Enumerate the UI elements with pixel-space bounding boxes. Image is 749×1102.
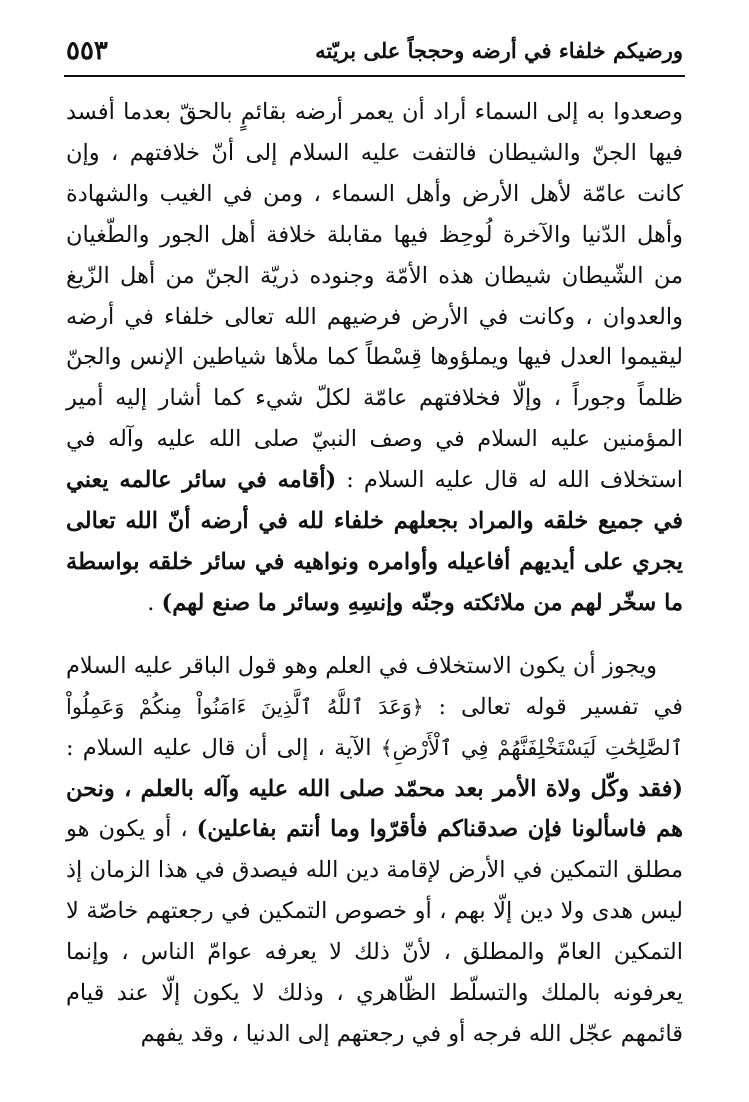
header-rule <box>64 75 685 77</box>
body-text <box>66 92 683 1055</box>
paragraph-1 <box>66 92 683 624</box>
page-header <box>66 24 683 68</box>
paragraph-1-end: . <box>147 589 155 616</box>
paragraph-2 <box>66 646 683 1055</box>
paragraph-2-intro: ويجوز أن يكون الاستخلاف في العلم وهو قول الباقر عليه السلام في تفسير قوله تعالى : <box>66 652 683 720</box>
running-title: ورضيكم خلفاء في أرضه وحججاً على بريّته <box>315 38 683 63</box>
verse-open-brace: ﴿ <box>411 694 424 719</box>
page-number: ٥٥٣ <box>66 36 108 66</box>
paragraph-1-quote: (أقامه في سائر عالمه يعني في جميع خلقه والمراد بجعلهم خلفاء لله في أرضه أنّ الله تعالى يجري على أيديهم أفاعيله وأوامره ونواهيه في سائر خلقه بواسطة ما سخّر لهم من ملائكته وجنّه وإنسِهِ وسائر ما صنع لهم) <box>66 467 683 616</box>
verse-close-brace: ﴾ <box>380 735 393 760</box>
paragraph-2-after-verse: الآية ، إلى أن قال عليه السلام : <box>66 734 372 761</box>
paragraph-2-quote: (فقد وكّل ولاة الأمر بعد محمّد صلى الله عليه وآله بالعلم ، ونحن هم فاسألونا فإن صدقناكم فأقرّوا وما أنتم بفاعلين) <box>66 775 683 843</box>
paragraph-1-text: وصعدوا به إلى السماء أراد أن يعمر أرضه بقائمٍ بالحقّ بعدما أفسد فيها الجنّ والشيطان فالتفت عليه السلام إلى أنّ خلافتهم ، وإن كانت عامّة لأهل الأرض وأهل السماء ، ومن في الغيب والشهادة وأهل الدّنيا والآخرة لُوحِظ فيها مقابلة خلافة أهل الجور والطّغيان من الشّيطان شيطان هذه الأمّة وجنوده ذريّة الجنّ من أهل الزّيغ والعدوان ، وكانت في الأرض فرضيهم الله تعالى خلفاء في أرضه ليقيموا العدل فيها ويملؤوها قِسْطاً كما ملأها شياطين الإنس والجنّ ظلماً وجوراً ، وإلّا فخلافتهم عامّة لكلّ شيء كما أشار إليه أمير المؤمنين عليه السلام في وصف النبيّ صلى الله عليه وآله في استخلاف الله له قال عليه السلام : <box>66 99 684 494</box>
quran-verse: وَعَدَ ٱللَّهُ ٱلَّذِينَ ءَامَنُواْ مِنكُمْ وَعَمِلُواْ ٱلصَّٰلِحَٰتِ لَيَسْتَخْلِفَنَّهُمْ فِي ٱلْأَرْضِ <box>66 694 684 760</box>
paragraph-2-rest: ، أو يكون هو مطلق التمكين في الأرض لإقامة دين الله فيصدق في هذا الزمان إذ ليس هدى ولا دين إلّا بهم ، أو خصوص التمكين في رجعتهم خاصّة لا التمكين العامّ والمطلق ، لأنّ ذلك لا يعرفه عوامّ الناس ، وإنما يعرفونه بالملك والتسلّط الظّاهري ، وذلك لا يكون إلّا عند قيام قائمهم عجّل الله فرجه أو في رجعتهم إلى الدنيا ، وقد يفهم <box>66 816 683 1047</box>
